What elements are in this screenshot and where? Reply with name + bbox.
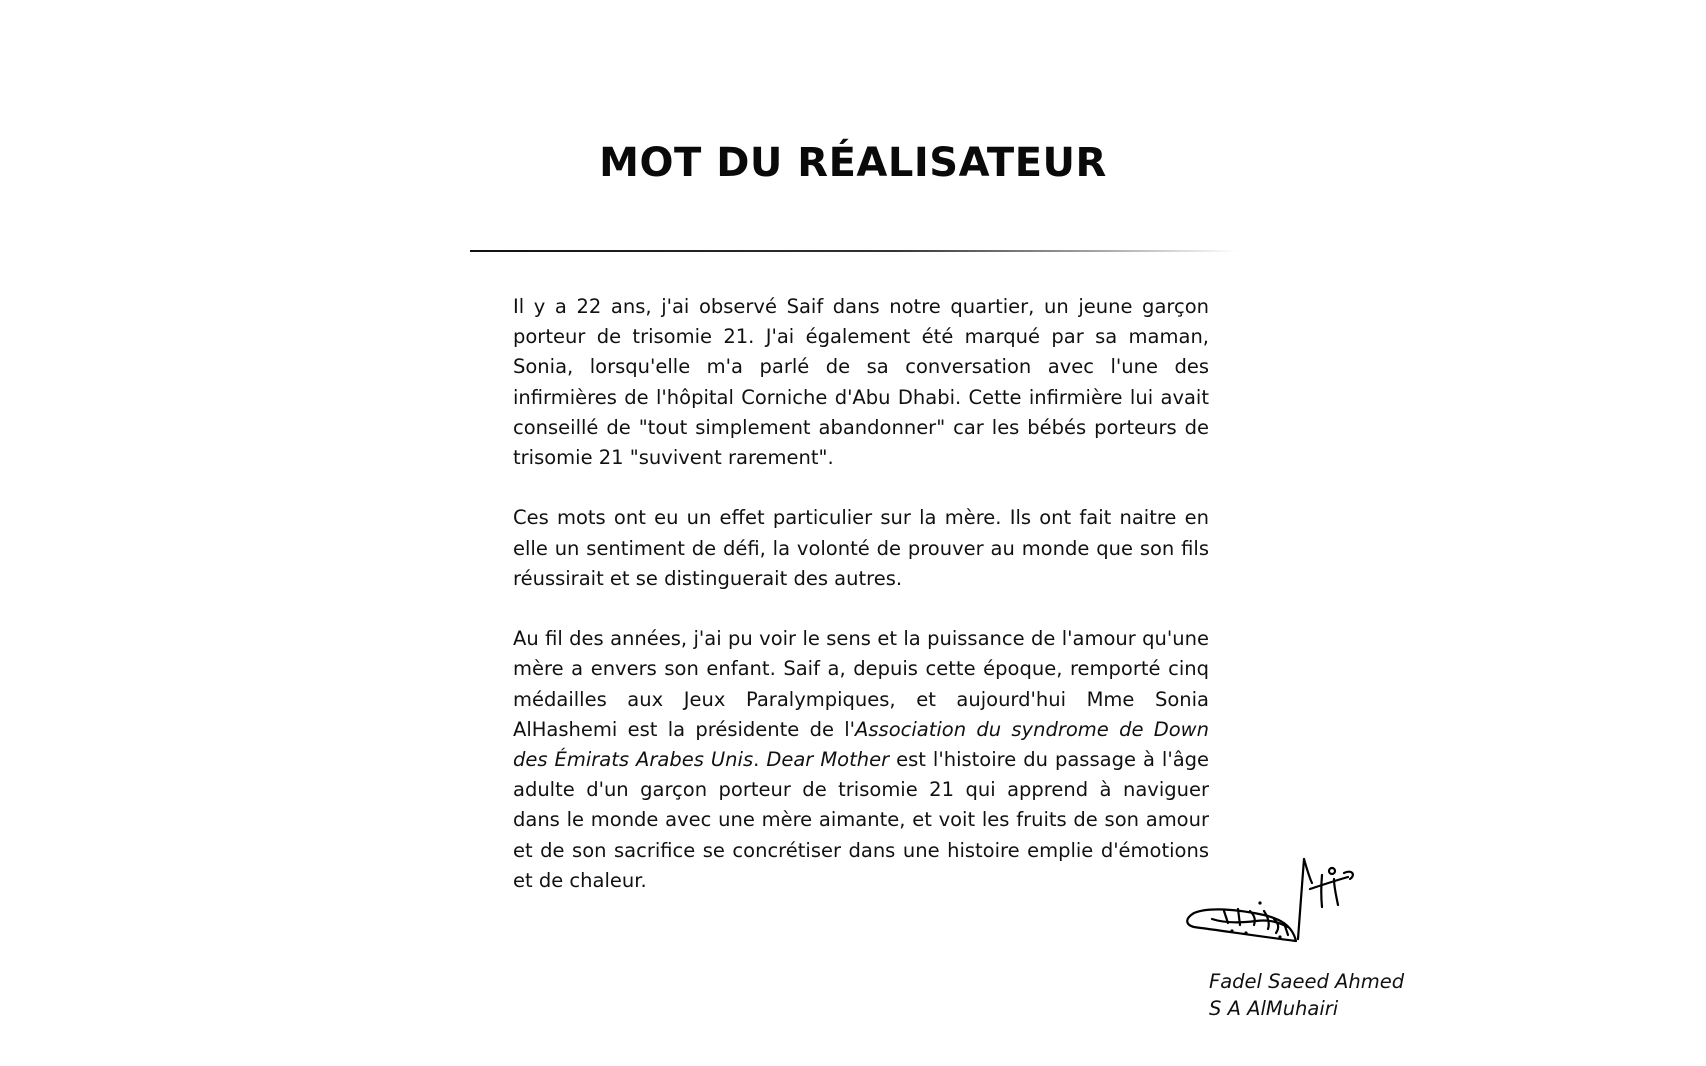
signer-name-line-1: Fadel Saeed Ahmed (1209, 970, 1405, 993)
handwritten-signature (1184, 853, 1368, 957)
paragraph-3-text-a: Au fil des années, j'ai pu voir le sens et la puissance de l'amour qu'une mère a envers son enfant. Saif a, depuis cette époque, remporté cinq médailles aux Jeux Paralympiques, et aujourd'hui Mme Sonia AlHashemi est la présidente de l' (513, 627, 1209, 741)
title-divider (470, 250, 1238, 252)
letter-body (513, 292, 1209, 926)
signer-name (1209, 968, 1404, 1022)
page-title: MOT DU RÉALISATEUR (599, 140, 1107, 186)
paragraph-3-text-b: . (753, 748, 767, 772)
paragraph-2: Ces mots ont eu un effet particulier sur la mère. Ils ont fait naitre en elle un sentiment de défi, la volonté de prouver au monde que son fils réussirait et se distinguerait des autres. (513, 506, 1209, 590)
paragraph-3-text-c: est l'histoire du passage à l'âge adulte d'un garçon porteur de trisomie 21 qui apprend à naviguer dans le monde avec une mère aimante, et voit les fruits de son amour et de son sacrifice se concrétiser dans une histoire emplie d'émotions et de chaleur. (513, 748, 1210, 892)
paragraph-1: Il y a 22 ans, j'ai observé Saif dans notre quartier, un jeune garçon porteur de trisomie 21. J'ai également été marqué par sa maman, Sonia, lorsqu'elle m'a parlé de sa conversation avec l'une des infirmières de l'hôpital Corniche d'Abu Dhabi. Cette infirmière lui avait conseillé de "tout simplement abandonner" car les bébés porteurs de trisomie 21 "suvivent rarement". (513, 295, 1209, 470)
signer-name-line-2: S A AlMuhairi (1209, 997, 1339, 1020)
association-name: Association du syndrome de Down des Émirats Arabes Unis (513, 717, 1209, 772)
film-title: Dear Mother (766, 748, 890, 772)
paragraph-3 (513, 624, 1209, 896)
